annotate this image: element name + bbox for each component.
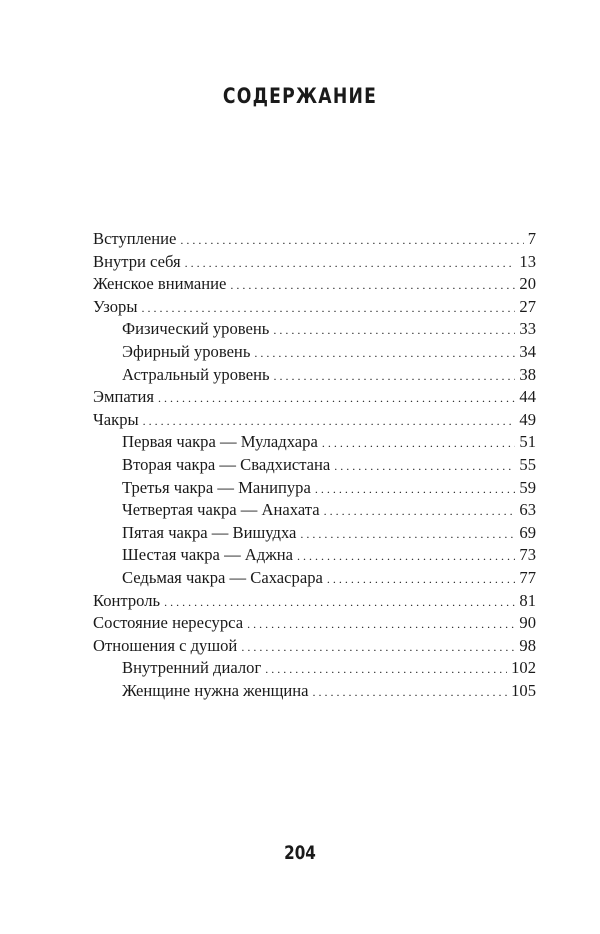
- toc-entry-title: Третья чакра — Манипура: [122, 477, 311, 497]
- toc-entry-title: Пятая чакра — Вишудха: [122, 522, 297, 542]
- toc-entry-title: Вступление: [93, 229, 177, 248]
- toc-subentry[interactable]: [93, 454, 536, 477]
- toc-entry-page: 73: [519, 545, 536, 565]
- toc-entry-title: Внутри себя: [93, 251, 181, 271]
- toc-subentry[interactable]: [93, 318, 536, 341]
- toc-subentry[interactable]: [93, 567, 536, 590]
- toc-entry-page: 49: [519, 409, 536, 429]
- toc-entry-page: 105: [511, 680, 536, 700]
- toc-entry[interactable]: [93, 386, 536, 409]
- toc-dot-leader: [324, 500, 516, 523]
- toc-entry-title: Женское внимание: [93, 274, 227, 294]
- toc-dot-leader: [327, 568, 516, 591]
- toc-entry-page: 98: [519, 635, 536, 655]
- toc-entry-title: Вторая чакра — Свадхистана: [122, 454, 331, 474]
- toc-entry[interactable]: [93, 251, 536, 274]
- toc-subentry[interactable]: [93, 431, 536, 454]
- toc-dot-leader: [143, 410, 516, 433]
- toc-entry-title: Чакры: [93, 409, 139, 429]
- toc-entry[interactable]: [93, 635, 536, 658]
- toc-dot-leader: [254, 342, 515, 365]
- toc-dot-leader: [334, 455, 515, 478]
- toc-entry-page: 20: [519, 274, 536, 294]
- toc-entry-page: 81: [519, 590, 536, 610]
- toc-entry-title: Физический уровень: [122, 319, 270, 339]
- toc-entry[interactable]: [93, 273, 536, 296]
- toc-entry[interactable]: [93, 612, 536, 635]
- toc-entry-title: Эфирный уровень: [122, 341, 251, 361]
- toc-entry-page: 44: [519, 387, 536, 407]
- toc-dot-leader: [185, 252, 516, 275]
- toc-subentry[interactable]: [93, 522, 536, 545]
- toc-entry-title: Внутренний диалог: [122, 658, 262, 678]
- toc-entry-title: Первая чакра — Муладхара: [122, 432, 318, 452]
- toc-subentry[interactable]: [93, 499, 536, 522]
- toc-dot-leader: [180, 229, 523, 252]
- table-of-contents: [93, 228, 536, 702]
- toc-entry-page: 27: [519, 296, 536, 316]
- toc-entry-title: Эмпатия: [93, 387, 155, 407]
- toc-entry-page: 77: [519, 567, 536, 587]
- toc-dot-leader: [142, 297, 516, 320]
- toc-entry-title: Отношения с душой: [93, 635, 238, 655]
- toc-entry-page: 33: [519, 319, 536, 339]
- toc-entry-page: 55: [519, 454, 536, 474]
- toc-entry-title: Узоры: [93, 296, 138, 316]
- toc-entry-page: 34: [519, 341, 536, 361]
- toc-dot-leader: [315, 478, 516, 501]
- toc-subentry[interactable]: [93, 680, 536, 703]
- toc-dot-leader: [322, 432, 516, 455]
- toc-dot-leader: [247, 613, 515, 636]
- page-title: СОДЕРЖАНИЕ: [222, 84, 378, 108]
- toc-entry-title: Женщине нужна женщина: [122, 680, 309, 700]
- toc-entry-page: 69: [519, 522, 536, 542]
- toc-dot-leader: [300, 523, 515, 546]
- toc-entry[interactable]: [93, 409, 536, 432]
- toc-entry-page: 51: [519, 432, 536, 452]
- toc-entry-page: 38: [519, 364, 536, 384]
- toc-entry-title: Шестая чакра — Аджна: [122, 545, 293, 565]
- toc-subentry[interactable]: [93, 364, 536, 387]
- toc-entry-page: 7: [527, 229, 536, 248]
- toc-subentry[interactable]: [93, 341, 536, 364]
- toc-dot-leader: [273, 319, 515, 342]
- toc-entry[interactable]: [93, 590, 536, 613]
- toc-dot-leader: [158, 387, 515, 410]
- toc-entry-title: Четвертая чакра — Анахата: [122, 500, 320, 520]
- toc-subentry[interactable]: [93, 657, 536, 680]
- toc-dot-leader: [265, 658, 507, 681]
- toc-dot-leader: [313, 681, 508, 704]
- toc-entry-page: 90: [519, 613, 536, 633]
- page-number: 204: [284, 842, 316, 864]
- toc-entry-page: 59: [519, 477, 536, 497]
- toc-dot-leader: [241, 636, 515, 659]
- toc-entry-page: 63: [519, 500, 536, 520]
- toc-dot-leader: [297, 545, 515, 568]
- toc-entry[interactable]: [93, 296, 536, 319]
- toc-entry-title: Седьмая чакра — Сахасрара: [122, 567, 323, 587]
- toc-entry-page: 102: [511, 658, 536, 678]
- toc-subentry[interactable]: [93, 544, 536, 567]
- toc-dot-leader: [274, 365, 516, 388]
- toc-entry-title: Состояние нересурса: [93, 613, 244, 633]
- toc-entry-title: Контроль: [93, 590, 161, 610]
- toc-subentry[interactable]: [93, 477, 536, 500]
- toc-dot-leader: [164, 591, 515, 614]
- toc-entry-page: 13: [519, 251, 536, 271]
- toc-entry-title: Астральный уровень: [122, 364, 270, 384]
- toc-dot-leader: [230, 274, 515, 297]
- toc-entry[interactable]: [93, 228, 536, 251]
